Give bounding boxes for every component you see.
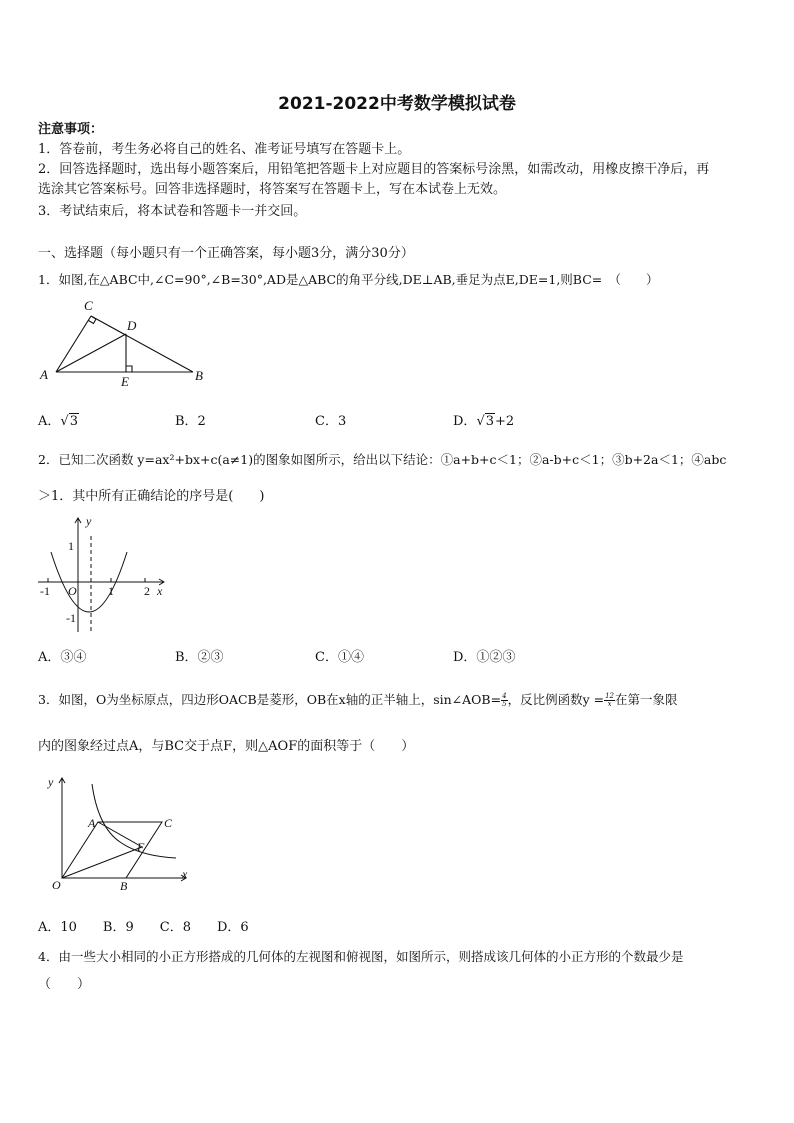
fig-label-B: B — [120, 879, 128, 893]
q2-option-c[interactable]: C．①④ — [315, 650, 364, 665]
q2-option-a[interactable]: A．③④ — [38, 650, 87, 665]
notice-line-1: 1．答卷前，考生务必将自己的姓名、准考证号填写在答题卡上。 — [38, 142, 411, 157]
sqrt-symbol: √3 — [60, 414, 78, 429]
q1-triangle-figure — [36, 296, 216, 388]
right-angle-mark-E — [126, 366, 132, 372]
section-heading: 一、选择题（每小题只有一个正确答案，每小题3分，满分30分） — [38, 246, 414, 261]
right-angle-mark-C — [89, 316, 97, 324]
fig-label-C: C — [164, 816, 173, 830]
fig-label-x: x — [182, 867, 188, 881]
q3-text-part-1: 3．如图，O为坐标原点，四边形OACB是菱形，OB在x轴的正半轴上，sin∠AOB= — [38, 692, 502, 707]
q2-option-d[interactable]: D．①②③ — [453, 650, 516, 665]
graph-label-1y: 1 — [68, 539, 74, 553]
segment-OF — [62, 847, 142, 878]
question-3-text-b: 内的图象经过点A，与BC交于点F，则△AOF的面积等于（ ） — [38, 739, 415, 754]
q3-rhombus-figure — [40, 772, 190, 894]
q2-parabola-graph — [34, 512, 174, 636]
notice-line-3: 3．考试结束后，将本试卷和答题卡一并交回。 — [38, 204, 307, 219]
page-title: 2021-2022中考数学模拟试卷 — [278, 94, 516, 114]
fraction-k-over-x: $\frac{12}{x}$ — [605, 692, 614, 708]
q3-text-part-3: 在第一象限 — [615, 692, 678, 707]
segment-AD — [56, 334, 126, 372]
q1-option-d-tail: +2 — [495, 414, 515, 429]
label-C: C — [84, 298, 93, 313]
q1-option-c[interactable]: C．3 — [315, 414, 347, 429]
fig-label-A: A — [88, 816, 96, 830]
graph-label-origin: O — [68, 584, 77, 598]
fig-label-F: F — [137, 840, 145, 854]
notice-line-2b: 选涂其它答案标号。回答非选择题时，将答案写在答题卡上，写在本试卷上无效。 — [38, 182, 507, 197]
graph-label-x: x — [157, 584, 163, 598]
notice-heading: 注意事项： — [38, 122, 104, 137]
q1-option-b[interactable]: B．2 — [175, 414, 206, 429]
q2-option-b[interactable]: B．②③ — [175, 650, 224, 665]
notice-line-2a: 2．回答选择题时，选出每小题答案后，用铅笔把答题卡上对应题目的答案标号涂黑，如需改动，用橡皮擦干净后，再 — [38, 162, 710, 177]
segment-CB — [91, 316, 193, 372]
fraction-sin: $\frac{4}{5}$ — [502, 692, 507, 708]
fig-label-y: y — [48, 775, 54, 789]
question-2-text-a: 2．已知二次函数 y=ax²+bx+c(a≠1)的图象如图所示，给出以下结论：①a+b+c＜1；②a-b+c＜1；③b+2a＜1；④abc — [38, 452, 727, 467]
q1-option-a-label: A． — [38, 414, 61, 429]
question-4-text-b: （ ） — [38, 977, 91, 992]
label-E: E — [121, 374, 129, 388]
graph-label-y: y — [86, 514, 92, 528]
question-4-text-a: 4．由一些大小相同的小正方形搭成的几何体的左视图和俯视图，如图所示，则搭成该几何体的小正方形的个数最少是 — [38, 949, 684, 964]
label-D: D — [127, 318, 137, 333]
q1-option-a[interactable] — [38, 410, 79, 429]
label-B: B — [195, 368, 203, 383]
q3-options[interactable]: A．10 B．9 C．8 D．6 — [38, 920, 249, 935]
graph-label-2x: 2 — [144, 584, 150, 598]
graph-label-1x: 1 — [108, 584, 114, 598]
q1-option-d[interactable] — [453, 410, 514, 429]
fig-label-O: O — [52, 878, 61, 892]
q3-text-part-2: ，反比例函数y = — [507, 692, 605, 707]
label-A: A — [40, 367, 48, 382]
segment-AC — [56, 316, 91, 372]
question-1-text: 1．如图,在△ABC中,∠C=90°,∠B=30°,AD是△ABC的角平分线,DE⊥AB,垂足为点E,DE=1,则BC= （ ） — [38, 272, 659, 287]
q1-option-d-label: D． — [453, 414, 477, 429]
graph-label-neg1x: -1 — [40, 584, 50, 598]
question-3-text-a — [38, 692, 678, 708]
sqrt-symbol: √3 — [476, 414, 495, 429]
question-2-text-b: ＞1．其中所有正确结论的序号是( ) — [38, 489, 265, 504]
graph-label-neg1y: -1 — [66, 611, 76, 625]
